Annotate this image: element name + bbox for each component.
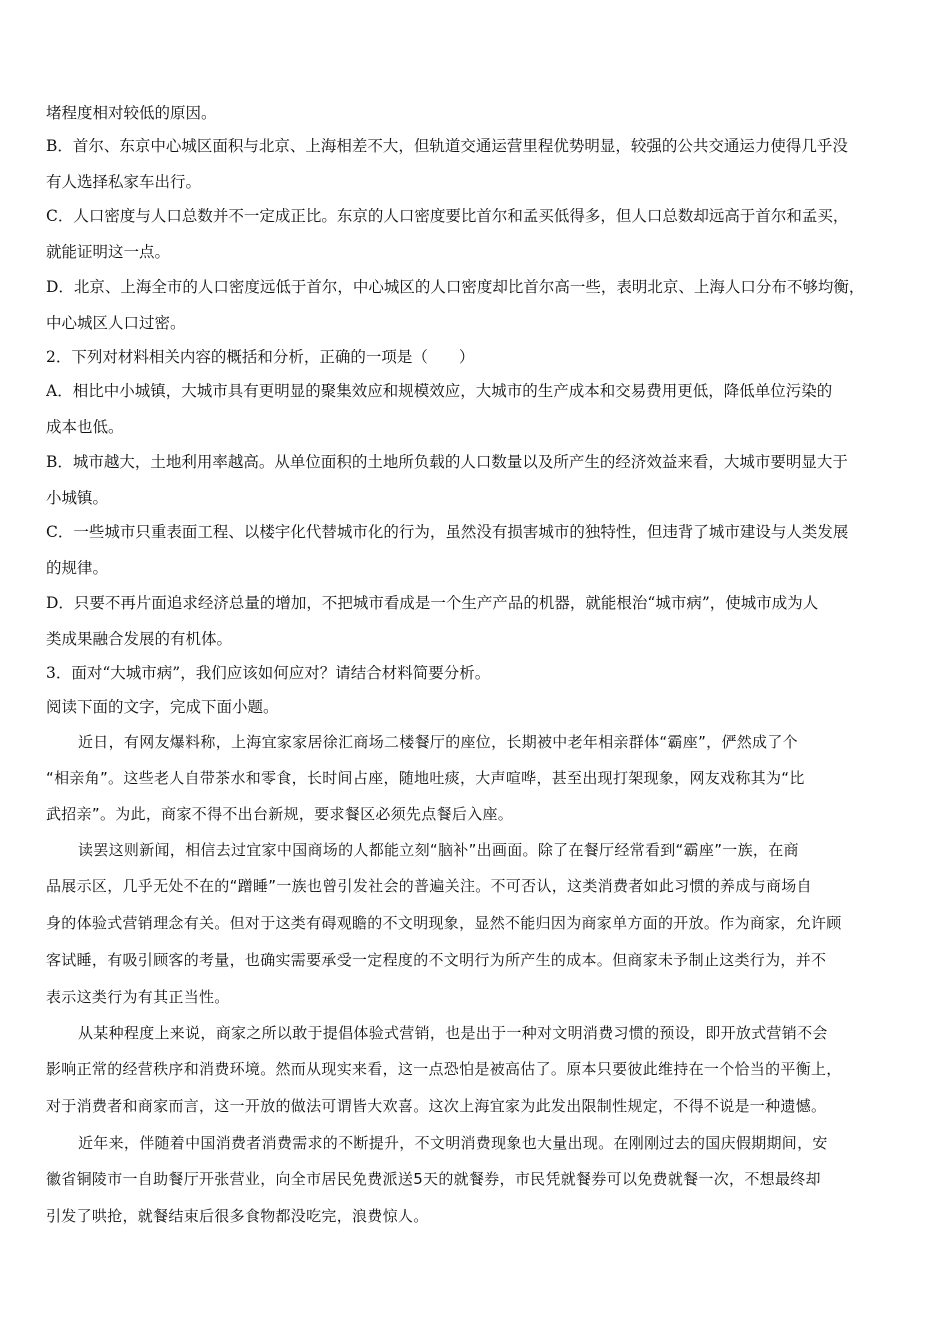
option-d-line2: 中心城区人口过密。: [46, 314, 186, 332]
option-a-line1: A．相比中小城镇，大城市具有更明显的聚集效应和规模效应，大城市的生产成本和交易费用更低，降低单位污染的: [46, 382, 833, 400]
option-c-line2: 就能证明这一点。: [46, 243, 171, 261]
passage-line: 客试睡，有吸引顾客的考量，也确实需要承受一定程度的不文明行为所产生的成本。但商家未予制止这类行为，并不: [46, 951, 827, 969]
passage-line: 近年来，伴随着中国消费者消费需求的不断提升，不文明消费现象也大量出现。在刚刚过去的国庆假期期间，安: [78, 1134, 828, 1152]
passage-line: 徽省铜陵市一自助餐厅开张营业，向全市居民免费派送5天的就餐券，市民凭就餐券可以免费就餐一次，不想最终却: [46, 1170, 821, 1188]
reading-instruction: 阅读下面的文字，完成下面小题。: [46, 698, 279, 716]
option-c-line1: C．人口密度与人口总数并不一定成正比。东京的人口密度要比首尔和孟买低得多，但人口总数却远高于首尔和孟买，: [46, 207, 849, 225]
option-b-line1: B．城市越大，土地利用率越高。从单位面积的土地所负载的人口数量以及所产生的经济效益来看，大城市要明显大于: [46, 453, 848, 471]
passage-line: 对于消费者和商家而言，这一开放的做法可谓皆大欢喜。这次上海宜家为此发出限制性规定，不得不说是一种遗憾。: [46, 1097, 827, 1115]
option-b-line1: B．首尔、东京中心城区面积与北京、上海相差不大，但轨道交通运营里程优势明显，较强的公共交通运力使得几乎没: [46, 137, 848, 155]
question-2-stem: 2．下列对材料相关内容的概括和分析，正确的一项是（ ）: [46, 348, 475, 366]
option-a-line2: 成本也低。: [46, 418, 124, 436]
option-d-line2: 类成果融合发展的有机体。: [46, 630, 233, 648]
passage-line: 武招亲”。为此，商家不得不出台新规，要求餐区必须先点餐后入座。: [46, 805, 514, 823]
passage-line: 引发了哄抢，就餐结束后很多食物都没吃完，浪费惊人。: [46, 1207, 429, 1225]
option-b-line2: 小城镇。: [46, 489, 109, 507]
passage-line: “相亲角”。这些老人自带茶水和零食，长时间占座，随地吐痰，大声喧哗，甚至出现打架现象，网友戏称其为“比: [46, 769, 805, 787]
passage-line: 身的体验式营销理念有关。但对于这类有碍观瞻的不文明现象，显然不能归因为商家单方面的开放。作为商家，允许顾: [46, 914, 842, 932]
passage-line: 品展示区，几乎无处不在的“蹭睡”一族也曾引发社会的普遍关注。不可否认，这类消费者如此习惯的养成与商场自: [46, 877, 812, 895]
passage-line: 表示这类行为有其正当性。: [46, 988, 230, 1006]
passage-line: 影响正常的经营秩序和消费环境。然而从现实来看，这一点恐怕是被高估了。原本只要彼此维持在一个恰当的平衡上，: [46, 1060, 842, 1078]
option-d-line1: D．北京、上海全市的人口密度远低于首尔，中心城区的人口密度却比首尔高一些，表明北京、上海人口分布不够均衡，: [46, 278, 865, 296]
passage-line: 从某种程度上来说，商家之所以敢于提倡体验式营销，也是出于一种对文明消费习惯的预设，即开放式营销不会: [78, 1024, 828, 1042]
text-line: 堵程度相对较低的原因。: [46, 104, 217, 122]
option-b-line2: 有人选择私家车出行。: [46, 173, 202, 191]
passage-line: 读罢这则新闻，相信去过宜家中国商场的人都能立刻“脑补”出画面。除了在餐厅经常看到“霸座”一族，在商: [78, 841, 799, 859]
passage-line: 近日，有网友爆料称，上海宜家家居徐汇商场二楼餐厅的座位，长期被中老年相亲群体“霸座”，俨然成了个: [78, 733, 798, 751]
option-c-line1: C．一些城市只重表面工程、以楼宇化代替城市化的行为，虽然没有损害城市的独特性，但违背了城市建设与人类发展: [46, 523, 849, 541]
question-3-stem: 3．面对“大城市病”，我们应该如何应对？请结合材料简要分析。: [46, 664, 491, 682]
option-c-line2: 的规律。: [46, 559, 109, 577]
option-d-line1: D．只要不再片面追求经济总量的增加，不把城市看成是一个生产产品的机器，就能根治“城市病”，使城市成为人: [46, 594, 819, 612]
